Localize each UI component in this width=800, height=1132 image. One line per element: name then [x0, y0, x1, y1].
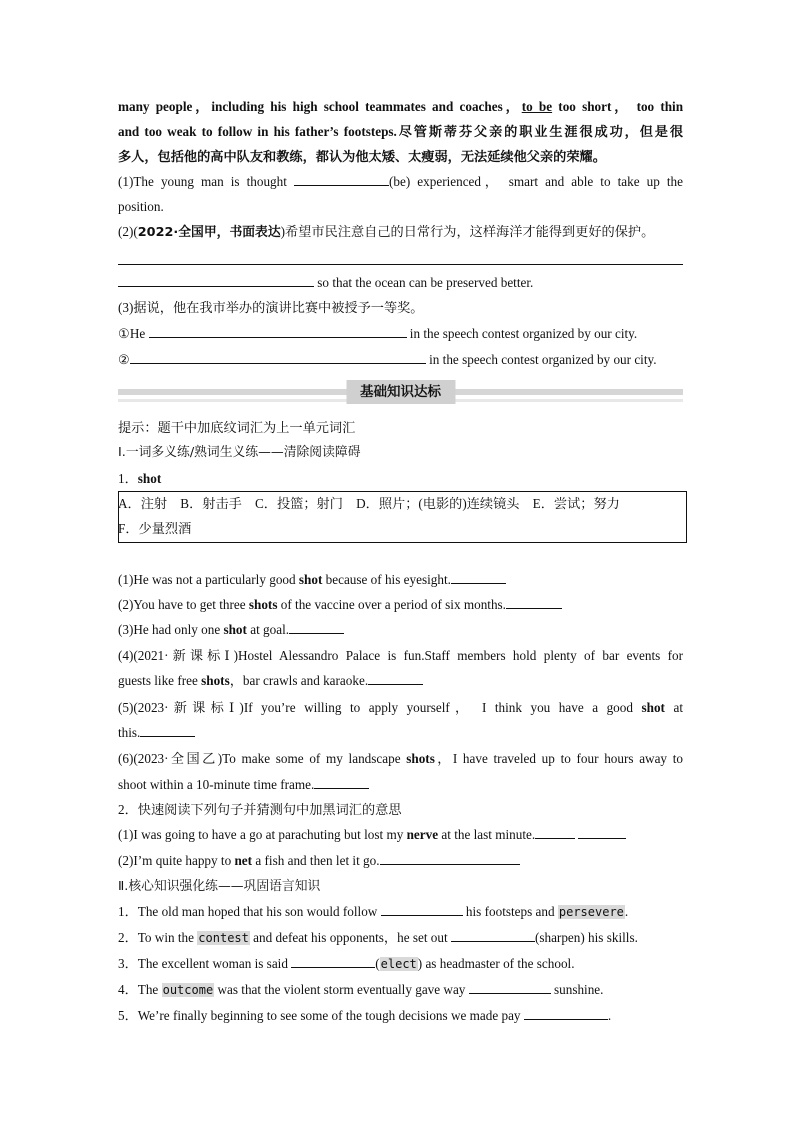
text: (6)(2023·全国乙)To make some of my landscape — [118, 751, 407, 766]
answer-blank[interactable] — [578, 825, 626, 839]
item-1-heading — [118, 469, 161, 489]
sentence — [118, 595, 562, 615]
underlined-phrase: to be — [521, 99, 553, 114]
sentence — [118, 698, 683, 718]
text: was that the violent storm eventually gave way — [214, 982, 469, 997]
text: ) as headmaster of the school. — [417, 956, 575, 971]
text: (1)I was going to have a go at parachuting but lost my — [118, 827, 407, 842]
text: ② — [118, 352, 130, 367]
text: including his high school teammates and coaches — [211, 99, 503, 114]
intro-line-1 — [118, 97, 683, 117]
answer-blank[interactable] — [469, 980, 551, 994]
text: at — [664, 700, 683, 715]
question-2-tail — [118, 273, 533, 293]
shaded-word: elect — [380, 957, 417, 971]
part-2-heading: Ⅱ.核心知识强化练——巩固语言知识 — [118, 879, 321, 894]
section-banner — [118, 380, 683, 406]
hint: 提示：题干中加底纹词汇为上一单元词汇 — [118, 420, 356, 435]
text: of the vaccine over a period of six months. — [277, 597, 506, 612]
text: (2)( — [118, 224, 138, 239]
answer-blank[interactable] — [451, 570, 506, 584]
answer-blank[interactable] — [289, 620, 344, 634]
answer-blank[interactable] — [506, 595, 562, 609]
text: (be) experienced， smart and able to take up the — [389, 174, 684, 189]
text: in the speech contest organized by our city. — [409, 326, 638, 341]
text: this. — [118, 725, 141, 740]
sentence — [118, 646, 683, 666]
sentence — [118, 723, 195, 743]
item-2-title: 2．快速阅读下列句子并猜测句中加黑词汇的意思 — [118, 802, 402, 817]
text: 3．The excellent woman is said — [118, 956, 292, 971]
text: at goal. — [246, 622, 290, 637]
exercise-item — [118, 1006, 611, 1026]
answer-blank[interactable] — [535, 825, 575, 839]
text: 尽管斯蒂芬父亲的职业生涯很成功，但是很 — [396, 124, 684, 139]
part-1-heading: Ⅰ.一词多义练/熟词生义练——清除阅读障碍 — [118, 445, 361, 460]
text: (2)You have to get three — [118, 597, 249, 612]
text: 1．The old man hoped that his son would follow — [118, 904, 381, 919]
exercise-item — [118, 980, 603, 1000]
answer-line[interactable] — [118, 264, 683, 265]
answer-blank[interactable] — [381, 902, 463, 916]
question-1 — [118, 172, 683, 192]
text: (5)(2023·新课标Ⅰ)If you’re willing to apply yourself， I think you have a good — [118, 700, 642, 715]
text: ，bar crawls and karaoke. — [229, 673, 369, 688]
answer-blank[interactable] — [294, 172, 389, 186]
sentence — [118, 775, 369, 795]
answer-blank[interactable] — [291, 954, 375, 968]
text: too thin — [636, 99, 684, 114]
keyword: shot — [298, 572, 323, 587]
keyword: shots — [201, 673, 230, 688]
text: ①He — [118, 326, 146, 341]
text: shoot within a 10-minute time frame. — [118, 777, 315, 792]
answer-blank[interactable] — [140, 723, 195, 737]
text: and defeat his opponents，he set out — [249, 930, 451, 945]
exercise-item — [118, 954, 575, 974]
keyword: shots — [406, 751, 435, 766]
answer-blank[interactable] — [314, 775, 369, 789]
text: . — [607, 1008, 612, 1023]
sentence — [118, 671, 423, 691]
question-2 — [118, 222, 654, 243]
answer-blank[interactable] — [130, 350, 426, 364]
text: because of his eyesight. — [322, 572, 451, 587]
text: too short — [558, 99, 612, 114]
text: and too weak to follow in his father’s footsteps. — [118, 124, 397, 139]
text: guests like free — [118, 673, 202, 688]
answer-blank[interactable] — [451, 928, 535, 942]
text: his footsteps and — [462, 904, 558, 919]
answer-blank[interactable] — [524, 1006, 608, 1020]
question-3-a — [118, 324, 637, 344]
question-3: (3)据说，他在我市举办的演讲比赛中被授予一等奖。 — [118, 300, 424, 315]
exercise-item — [118, 928, 638, 948]
text: sunshine. — [550, 982, 604, 997]
text: many people — [118, 99, 193, 114]
keyword: nerve — [406, 827, 439, 842]
sentence — [118, 851, 520, 871]
text: so that the ocean can be preserved better. — [317, 275, 534, 290]
text: a fish and then let it go. — [252, 853, 380, 868]
text: ( — [375, 956, 380, 971]
shaded-word: outcome — [162, 983, 214, 997]
source-label: 2022·全国甲，书面表达 — [137, 225, 281, 240]
text: (1)He was not a particularly good — [118, 572, 299, 587]
text: 4．The — [118, 982, 162, 997]
question-3-b — [118, 350, 657, 370]
keyword: shot — [137, 471, 162, 486]
text: (1)The young man is thought — [118, 174, 287, 189]
text: 1． — [118, 471, 138, 486]
text: ， — [192, 99, 212, 114]
text: (4)(2021·新课标Ⅰ)Hostel Alessandro Palace is fun.Staff members hold plenty of bar events for — [118, 648, 683, 663]
answer-blank[interactable] — [368, 671, 423, 685]
keyword: shots — [248, 597, 278, 612]
text: (3)He had only one — [118, 622, 224, 637]
text: ，I have traveled up to four hours away to — [434, 751, 683, 766]
text: 2．To win the — [118, 930, 198, 945]
answer-blank[interactable] — [380, 851, 520, 865]
text: at the last minute. — [438, 827, 536, 842]
text: ， — [611, 99, 631, 114]
text: ， — [502, 99, 522, 114]
options-line-2: F．少量烈酒 — [118, 521, 192, 536]
keyword: shot — [223, 622, 247, 637]
exercise-item — [118, 902, 628, 922]
sentence — [118, 620, 344, 640]
intro-line-3: 多人，包括他的高中队友和教练，都认为他太矮、太瘦弱，无法延续他父亲的荣耀。 — [118, 149, 606, 164]
shaded-word: contest — [198, 931, 249, 945]
shaded-word: persevere — [558, 905, 624, 919]
text: (sharpen) his skills. — [534, 930, 638, 945]
options-line-1: A．注射 B．射击手 C．投篮；射门 D．照片；(电影的)连续镜头 E．尝试；努力 — [118, 496, 620, 511]
answer-blank[interactable] — [118, 273, 314, 287]
text: in the speech contest organized by our city. — [429, 352, 657, 367]
question-1-cont: position. — [118, 199, 164, 214]
intro-line-2 — [118, 122, 683, 142]
keyword: shot — [641, 700, 665, 715]
keyword: net — [234, 853, 253, 868]
answer-blank[interactable] — [149, 324, 407, 338]
sentence — [118, 570, 506, 590]
sentence — [118, 825, 626, 845]
text: . — [624, 904, 629, 919]
text: 5．We’re finally beginning to see some of the tough decisions we made pay — [118, 1008, 524, 1023]
section-title: 基础知识达标 — [346, 380, 455, 404]
sentence — [118, 749, 683, 769]
text: (2)I’m quite happy to — [118, 853, 235, 868]
text: )希望市民注意自己的日常行为，这样海洋才能得到更好的保护。 — [280, 224, 655, 239]
